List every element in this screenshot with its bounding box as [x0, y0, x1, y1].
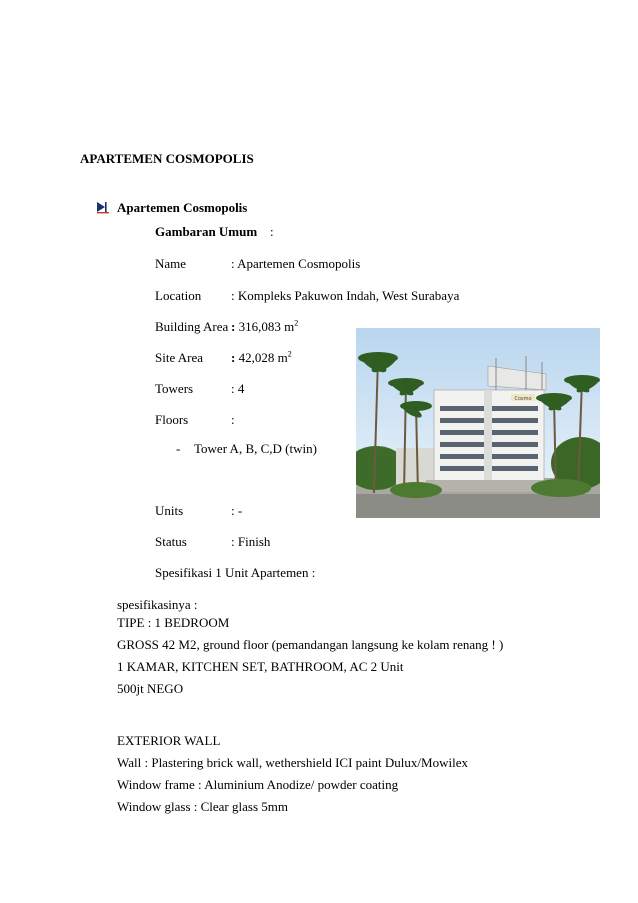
spec-line: spesifikasinya : — [117, 597, 198, 612]
units-value: : - — [231, 503, 243, 518]
site-area-colon: : — [231, 350, 236, 365]
floors-item-dash: - — [176, 441, 181, 456]
name-value: : Apartemen Cosmopolis — [231, 256, 361, 271]
status-label: Status — [155, 534, 187, 549]
location-value: : Kompleks Pakuwon Indah, West Surabaya — [231, 288, 460, 303]
bullet-arrow-icon — [96, 200, 110, 214]
exterior-line: Window glass : Clear glass 5mm — [117, 799, 288, 814]
floors-value: : — [231, 412, 235, 427]
document-heading: APARTEMEN COSMOPOLIS — [80, 151, 254, 166]
exterior-title: EXTERIOR WALL — [117, 733, 221, 748]
overview-label: Gambaran Umum — [155, 224, 258, 239]
spec-title: Spesifikasi 1 Unit Apartemen : — [155, 565, 316, 580]
building-area-number: 316,083 m — [235, 319, 295, 334]
building-area-label: Building Area — [155, 319, 229, 334]
building-photo — [356, 328, 600, 518]
building-area-value — [231, 319, 298, 335]
site-area-sup: 2 — [287, 349, 292, 359]
name-label: Name — [155, 256, 187, 271]
location-label: Location — [155, 288, 202, 303]
towers-label: Towers — [155, 381, 194, 396]
floors-label: Floors — [155, 412, 189, 427]
exterior-line: Window frame : Aluminium Anodize/ powder coating — [117, 777, 399, 792]
overview-colon: : — [270, 224, 274, 239]
spec-line: 1 KAMAR, KITCHEN SET, BATHROOM, AC 2 Unit — [117, 659, 404, 674]
site-area-number: 42,028 m — [235, 350, 288, 365]
towers-value: : 4 — [231, 381, 245, 396]
floors-item-text: Tower A, B, C,D (twin) — [194, 441, 317, 456]
site-area-label: Site Area — [155, 350, 204, 365]
spec-line: 500jt NEGO — [117, 681, 184, 696]
exterior-line: Wall : Plastering brick wall, wethershield ICI paint Dulux/Mowilex — [117, 755, 468, 770]
building-area-colon: : — [231, 319, 236, 334]
building-sign: Cosmo — [514, 396, 532, 402]
spec-line: GROSS 42 M2, ground floor (pemandangan langsung ke kolam renang ! ) — [117, 637, 504, 652]
units-label: Units — [155, 503, 184, 518]
building-area-sup: 2 — [294, 318, 299, 328]
site-area-value — [231, 350, 292, 366]
bullet-title: Apartemen Cosmopolis — [117, 200, 248, 215]
status-value: : Finish — [231, 534, 271, 549]
spec-line: TIPE : 1 BEDROOM — [117, 615, 230, 630]
